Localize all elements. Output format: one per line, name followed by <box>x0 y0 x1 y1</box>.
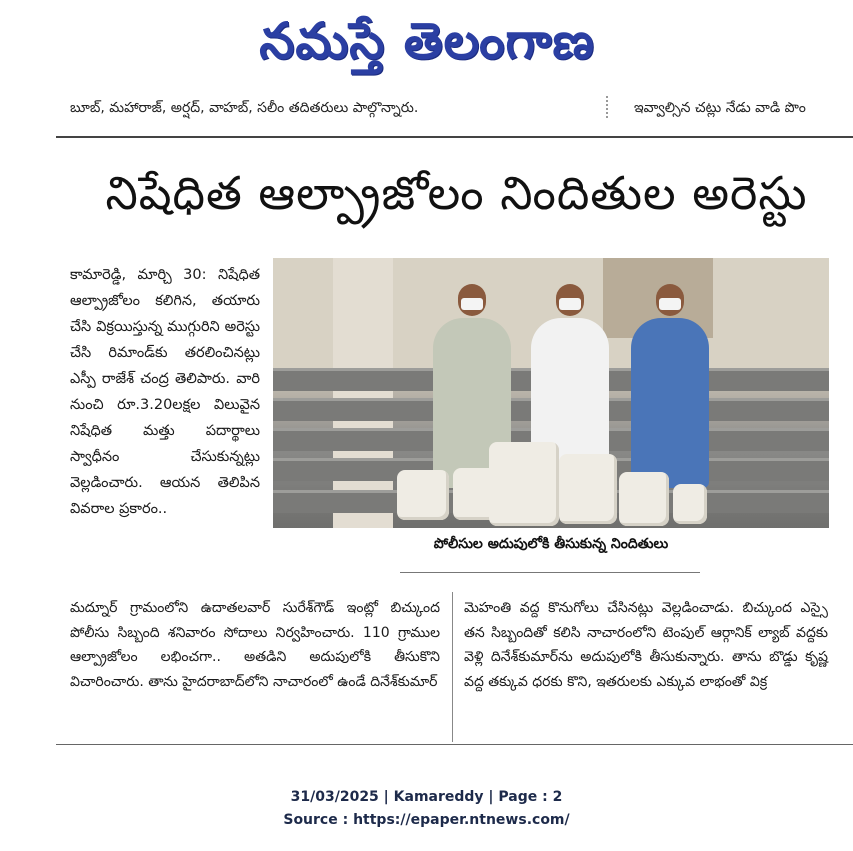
footer-source-link[interactable]: Source : https://epaper.ntnews.com/ <box>283 812 570 828</box>
photo-caption: పోలీసుల అదుపులోకి తీసుకున్న నిందితులు <box>433 536 669 552</box>
face-mask <box>559 298 581 310</box>
person-3 <box>631 318 709 488</box>
article-column-middle: మద్నూర్ గ్రామంలోని ఉదాతలవార్ సురేశ్‌గౌడ్ ఇంట్లో బిచ్కుంద పోలీసు సిబ్బంది శనివారం సోదాలు నిర్వహించారు. 110 గ్రాముల ఆల్ప్రాజోలం లభించగా.. అతడిని అదుపులోకి తీసుకొని విచారించారు. తాను హైదరాబాద్‌లోని నాచారంలో ఉండే దినేశ్‌కుమార్ <box>70 600 440 690</box>
ticker-separator <box>606 96 609 118</box>
seized-bag <box>397 470 449 520</box>
news-photo <box>273 258 829 528</box>
photo-pillar <box>333 258 393 528</box>
face-mask <box>659 298 681 310</box>
seized-bag <box>559 454 617 524</box>
ticker-right-text: ఇవ్వాల్సిన చట్లు నేడు వాడి పొం <box>634 100 806 116</box>
article-column-right: మెహంతి వద్ద కొనుగోలు చేసినట్లు వెల్లడించాడు. బిచ్కుంద ఎస్సై తన సిబ్బందితో కలిసి నాచారంలోని టెంపుల్ ఆర్గానిక్ ల్యాబ్ వద్దకు వెళ్లి దినేశ్‌కుమార్‌ను అదుపులోకి తీసుకున్నారు. తాను బొడ్డు కృష్ణ వద్ద తక్కువ ధరకు కొని, ఇతరులకు ఎక్కువ లాభంతో విక్ర <box>464 600 828 690</box>
column-divider <box>452 592 453 742</box>
seized-bag <box>489 442 559 526</box>
footer-date-line: 31/03/2025 | Kamareddy | Page : 2 <box>290 789 563 805</box>
masthead <box>0 0 853 88</box>
seized-bag <box>673 484 707 524</box>
newspaper-logo: నమస్తే తెలంగాణ <box>259 11 595 70</box>
seized-bag <box>619 472 669 526</box>
top-rule <box>56 136 853 138</box>
ticker-strip <box>0 96 853 124</box>
face-mask <box>461 298 483 310</box>
caption-rule <box>400 572 700 573</box>
article-headline: నిషేధిత ఆల్ప్రాజోలం నిందితుల అరెస్టు <box>105 166 808 220</box>
bottom-rule <box>56 744 853 745</box>
article-column-left: కామారెడ్డి, మార్చి 30: నిషేధిత ఆల్ప్రాజోలం కలిగిన, తయారు చేసి విక్రయిస్తున్న ముగ్గురిని అరెస్టు చేసి రిమాండ్‌కు తరలించినట్లు ఎస్పీ రాజేశ్ చంద్ర తెలిపారు. వారి నుంచి రూ.3.20లక్షల విలువైన నిషేధిత మత్తు పదార్థాలు స్వాధీనం చేసుకున్నట్లు వెల్లడించారు. ఆయన తెలిపిన వివరాల ప్రకారం.. <box>70 267 260 517</box>
ticker-left-text: బూబ్, మహారాజ్, అర్షద్, వాహబ్, సలీం తదితరులు పాల్గొన్నారు. <box>70 100 419 116</box>
page-footer <box>0 786 853 832</box>
